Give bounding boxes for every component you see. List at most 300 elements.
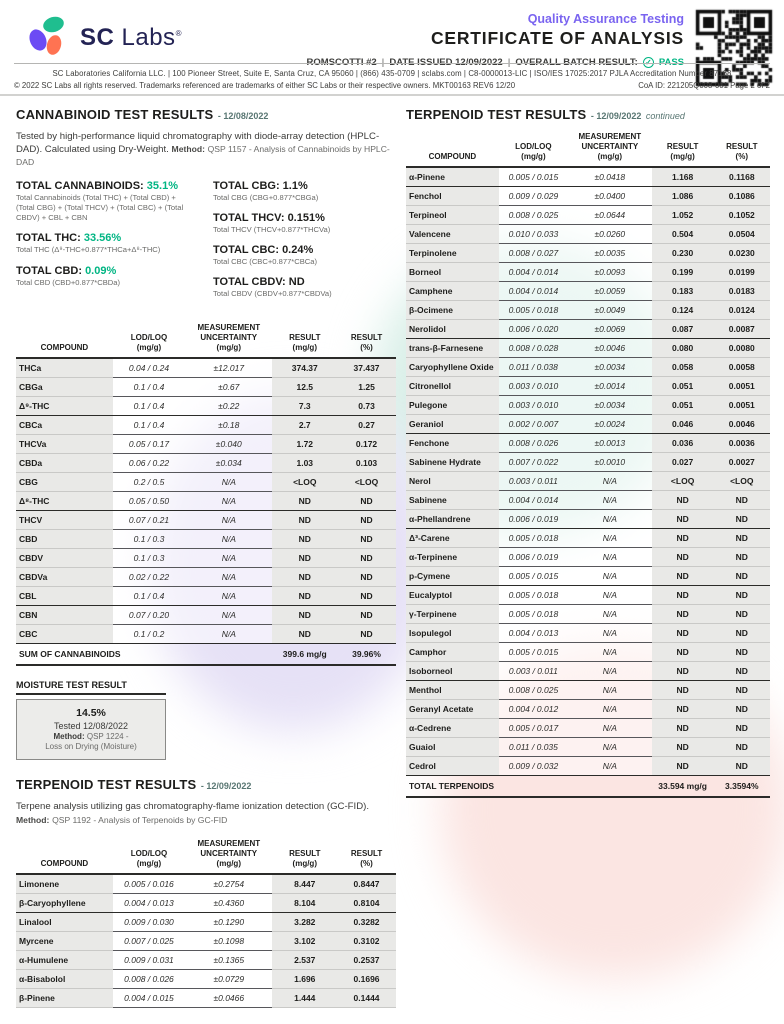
table-row: [406, 339, 770, 358]
table-row: [406, 358, 770, 377]
cell-unc: N/A: [185, 472, 272, 491]
cell-lod: 0.004 / 0.015: [113, 988, 185, 1007]
cell-unc: ±0.0400: [568, 187, 652, 206]
column-header: LOD/LOQ (mg/g): [515, 142, 552, 161]
moisture-method: Method: QSP 1224 - Loss on Drying (Moisture): [45, 731, 137, 752]
cell-c: Menthol: [406, 681, 499, 700]
cell-pct: ND: [337, 510, 396, 529]
cell-lod: 0.003 / 0.011: [499, 472, 568, 491]
cell-unc: N/A: [568, 738, 652, 757]
cell-lod: 0.005 / 0.015: [499, 567, 568, 586]
cell-mg: ND: [652, 605, 714, 624]
cell-c: β-Pinene: [16, 988, 113, 1007]
cell-mg: ND: [652, 586, 714, 605]
cell-c: CBL: [16, 586, 113, 605]
page-footer: [14, 63, 770, 90]
cell-lod: 0.05 / 0.50: [113, 491, 185, 510]
moisture-tested-date: Tested 12/08/2022: [53, 720, 129, 731]
cell-lod: 0.008 / 0.027: [499, 244, 568, 263]
cell-lod: 0.009 / 0.031: [113, 950, 185, 969]
cell-mg: 0.046: [652, 415, 714, 434]
table-row: [406, 282, 770, 301]
cell-c: Δ⁸-THC: [16, 491, 113, 510]
column-header: MEASUREMENT UNCERTAINTY (mg/g): [578, 132, 642, 161]
cannabinoid-totals: [16, 180, 396, 309]
cell-lod: 0.005 / 0.015: [499, 643, 568, 662]
cell-pct: ND: [714, 624, 770, 643]
cell-c: Camphor: [406, 643, 499, 662]
cell-mg: ND: [272, 510, 337, 529]
cell-lod: 0.005 / 0.018: [499, 301, 568, 320]
certificate-title: CERTIFICATE OF ANALYSIS: [430, 28, 684, 48]
cell-c: Sabinene Hydrate: [406, 453, 499, 472]
cell-mg: ND: [652, 700, 714, 719]
cell-lod: 0.004 / 0.013: [113, 893, 185, 912]
cannabinoid-results-table: [16, 321, 396, 666]
cell-unc: ±0.0010: [568, 453, 652, 472]
table-header: [406, 130, 770, 167]
cell-unc: ±0.0644: [568, 206, 652, 225]
column-header: LOD/LOQ (mg/g): [130, 848, 168, 868]
cell-lod: 0.003 / 0.010: [499, 396, 568, 415]
column-header: COMPOUND: [428, 152, 477, 161]
table-row: [16, 874, 396, 894]
cell-c: Geranyl Acetate: [406, 700, 499, 719]
cell-pct: 0.8104: [337, 893, 396, 912]
cell-pct: ND: [714, 548, 770, 567]
cell-c: Δ⁹-THC: [16, 396, 113, 415]
cell-pct: 0.3102: [337, 931, 396, 950]
cell-lod: 0.011 / 0.035: [499, 738, 568, 757]
cell-pct: 0.0051: [714, 396, 770, 415]
cell-c: THCVa: [16, 434, 113, 453]
cell-lod: 0.006 / 0.020: [499, 320, 568, 339]
cell-pct: 0.0183: [714, 282, 770, 301]
batch-result-value: PASS: [658, 57, 684, 68]
cell-mg: 0.058: [652, 358, 714, 377]
terpenoid-section-title: TERPENOID TEST RESULTS - 12/09/2022: [16, 777, 252, 793]
sum-label: SUM OF CANNABINOIDS: [19, 648, 121, 659]
table-row: [16, 931, 396, 950]
table-row: [16, 491, 396, 510]
cell-pct: ND: [337, 586, 396, 605]
table-row: [406, 434, 770, 453]
cell-lod: 0.1 / 0.4: [113, 396, 185, 415]
cell-c: Linalool: [16, 912, 113, 931]
cell-pct: 0.0230: [714, 244, 770, 263]
sample-name: ROMSCOTTI #2: [306, 57, 377, 68]
cell-c: p-Cymene: [406, 567, 499, 586]
table-row: [406, 529, 770, 548]
column-header: RESULT (%): [726, 142, 758, 161]
table-row: [16, 988, 396, 1007]
table-row: [16, 358, 396, 378]
cell-c: Fenchone: [406, 434, 499, 453]
cell-lod: 0.005 / 0.017: [499, 719, 568, 738]
cell-c: Cedrol: [406, 757, 499, 776]
total-item: TOTAL CBD: 0.09% Total CBD (CBD+0.877*CBDa): [16, 264, 121, 287]
table-row: [16, 472, 396, 491]
cell-mg: ND: [652, 510, 714, 529]
cell-pct: 0.1696: [337, 969, 396, 988]
table-row: [406, 263, 770, 282]
meta-divider: |: [507, 57, 511, 68]
table-row: [406, 491, 770, 510]
cell-lod: 0.003 / 0.010: [499, 377, 568, 396]
cell-mg: ND: [272, 567, 337, 586]
cell-lod: 0.005 / 0.018: [499, 529, 568, 548]
cell-unc: ±0.0260: [568, 225, 652, 244]
cell-c: Nerol: [406, 472, 499, 491]
cell-unc: ±0.0034: [568, 396, 652, 415]
cell-unc: N/A: [568, 643, 652, 662]
pass-check-icon: ✓: [643, 57, 654, 68]
cell-unc: N/A: [568, 529, 652, 548]
cannabinoid-method-paragraph: Tested by high-performance liquid chromatography with diode-array detection (HPLC-DAD). Calculated using Dry-Weight. Method: QSP 1157 - Analysis of Cannabinoids by HPLC-DAD: [16, 131, 390, 168]
cell-c: CBD: [16, 529, 113, 548]
cell-c: α-Bisabolol: [16, 969, 113, 988]
cell-mg: 1.168: [652, 167, 714, 187]
cell-unc: N/A: [568, 472, 652, 491]
cell-mg: 8.447: [272, 874, 337, 894]
cell-pct: 37.437: [337, 358, 396, 378]
cell-mg: ND: [652, 529, 714, 548]
terpenoid-continued-table: [406, 130, 770, 798]
cell-unc: ±0.1098: [185, 931, 272, 950]
date-issued: DATE ISSUED 12/09/2022: [389, 57, 503, 68]
cell-c: Pulegone: [406, 396, 499, 415]
cell-pct: 0.1052: [714, 206, 770, 225]
cell-mg: 0.051: [652, 377, 714, 396]
total-item: TOTAL CBC: 0.24% Total CBC (CBC+0.877*CBCa): [213, 244, 318, 267]
cell-unc: N/A: [568, 624, 652, 643]
footer-legal-line: [14, 81, 770, 90]
cell-pct: ND: [337, 529, 396, 548]
cell-unc: ±0.0024: [568, 415, 652, 434]
cell-lod: 0.1 / 0.3: [113, 548, 185, 567]
table-row: [406, 301, 770, 320]
cell-lod: 0.006 / 0.019: [499, 548, 568, 567]
cell-unc: ±0.4360: [185, 893, 272, 912]
cell-unc: ±0.0069: [568, 320, 652, 339]
table-row: [406, 510, 770, 529]
table-row: [406, 206, 770, 225]
cell-pct: 0.1168: [714, 167, 770, 187]
cell-mg: ND: [272, 605, 337, 624]
cell-c: α-Phellandrene: [406, 510, 499, 529]
cell-lod: 0.008 / 0.026: [499, 434, 568, 453]
cell-mg: 0.051: [652, 396, 714, 415]
cell-mg: ND: [652, 491, 714, 510]
table-row: [406, 187, 770, 206]
cell-unc: ±12.017: [185, 358, 272, 378]
table-row: [406, 643, 770, 662]
table-summary-row: [16, 643, 396, 665]
cell-c: CBC: [16, 624, 113, 643]
cell-unc: ±0.0049: [568, 301, 652, 320]
cell-unc: ±0.0466: [185, 988, 272, 1007]
cell-mg: ND: [652, 624, 714, 643]
table-row: [16, 529, 396, 548]
table-row: [406, 244, 770, 263]
cell-mg: 1.086: [652, 187, 714, 206]
table-row: [16, 624, 396, 643]
cell-mg: 0.199: [652, 263, 714, 282]
cell-mg: ND: [652, 643, 714, 662]
cell-mg: 3.102: [272, 931, 337, 950]
table-header: [16, 837, 396, 874]
table-row: [406, 624, 770, 643]
total-item: TOTAL CBDV: ND Total CBDV (CBDV+0.877*CBDVa): [213, 276, 332, 299]
table-row: [406, 586, 770, 605]
cell-c: Citronellol: [406, 377, 499, 396]
cell-pct: ND: [714, 700, 770, 719]
total-terpenoids-pct: 3.3594%: [725, 781, 759, 791]
table-row: [16, 912, 396, 931]
cell-lod: 0.005 / 0.018: [499, 586, 568, 605]
cell-pct: 0.0051: [714, 377, 770, 396]
totals-left: [16, 180, 199, 309]
footer-coa-id: CoA ID: 221205Q008-001 Page 2 of 2: [638, 81, 770, 90]
cell-unc: N/A: [568, 662, 652, 681]
table-row: [406, 415, 770, 434]
cell-pct: 0.2537: [337, 950, 396, 969]
total-item: TOTAL CANNABINOIDS: 35.1% Total Cannabinoids (Total THC) + (Total CBD) + (Total CBG) + (Total THCV) + (Total CBC) + (Total CBDV) + CBL + CBN: [16, 179, 184, 223]
cell-unc: ±0.0034: [568, 358, 652, 377]
cell-c: α-Cedrene: [406, 719, 499, 738]
moisture-title: MOISTURE TEST RESULT: [16, 680, 166, 695]
table-row: [16, 893, 396, 912]
footer-copyright: © 2022 SC Labs all rights reserved. Trademarks referenced are trademarks of either SC Labs or their respective owners. MKT00163 REV6 12/20: [14, 81, 516, 90]
cell-lod: 0.07 / 0.21: [113, 510, 185, 529]
cell-pct: ND: [714, 491, 770, 510]
total-terpenoids-label: TOTAL TERPENOIDS: [409, 781, 495, 791]
brand-name: SC Labs®: [80, 24, 182, 51]
cell-c: THCa: [16, 358, 113, 378]
cell-mg: 1.696: [272, 969, 337, 988]
cell-mg: ND: [652, 681, 714, 700]
cell-c: Nerolidol: [406, 320, 499, 339]
terpenoid-results-table: [16, 837, 396, 1008]
cell-mg: 0.027: [652, 453, 714, 472]
cell-pct: 0.0080: [714, 339, 770, 358]
cell-unc: ±0.0093: [568, 263, 652, 282]
cell-pct: 0.73: [337, 396, 396, 415]
cell-lod: 0.008 / 0.028: [499, 339, 568, 358]
cell-lod: 0.008 / 0.025: [499, 681, 568, 700]
cell-unc: N/A: [568, 681, 652, 700]
cell-mg: ND: [272, 586, 337, 605]
cell-mg: 3.282: [272, 912, 337, 931]
cell-unc: ±0.0013: [568, 434, 652, 453]
cell-c: β-Ocimene: [406, 301, 499, 320]
cell-c: Isoborneol: [406, 662, 499, 681]
cell-unc: N/A: [568, 567, 652, 586]
cell-mg: ND: [652, 757, 714, 776]
cell-pct: ND: [714, 757, 770, 776]
cell-lod: 0.1 / 0.2: [113, 624, 185, 643]
cell-c: CBGa: [16, 377, 113, 396]
cell-mg: 1.444: [272, 988, 337, 1007]
cell-lod: 0.1 / 0.3: [113, 529, 185, 548]
cell-c: β-Caryophyllene: [16, 893, 113, 912]
cell-lod: 0.005 / 0.015: [499, 167, 568, 187]
cell-unc: ±0.22: [185, 396, 272, 415]
cell-mg: 0.230: [652, 244, 714, 263]
cell-mg: ND: [272, 624, 337, 643]
cell-lod: 0.004 / 0.014: [499, 263, 568, 282]
cell-pct: ND: [714, 586, 770, 605]
cell-unc: ±0.0059: [568, 282, 652, 301]
cell-unc: N/A: [568, 757, 652, 776]
table-row: [406, 681, 770, 700]
cell-c: THCV: [16, 510, 113, 529]
cell-pct: ND: [714, 643, 770, 662]
cell-lod: 0.002 / 0.007: [499, 415, 568, 434]
cell-unc: ±0.2754: [185, 874, 272, 894]
table-row: [406, 738, 770, 757]
cell-unc: ±0.034: [185, 453, 272, 472]
cell-pct: 0.1444: [337, 988, 396, 1007]
terpenoid-continued-title: TERPENOID TEST RESULTS - 12/09/2022 continued: [406, 107, 685, 122]
cell-unc: ±0.67: [185, 377, 272, 396]
cell-c: α-Pinene: [406, 167, 499, 187]
batch-result-label: OVERALL BATCH RESULT:: [515, 57, 638, 68]
cell-pct: ND: [714, 605, 770, 624]
cell-pct: ND: [714, 567, 770, 586]
cell-mg: ND: [652, 662, 714, 681]
cell-lod: 0.008 / 0.026: [113, 969, 185, 988]
cell-pct: 0.0046: [714, 415, 770, 434]
cell-unc: ±0.0418: [568, 167, 652, 187]
cell-c: Isopulegol: [406, 624, 499, 643]
brand-lockup: [30, 16, 182, 60]
cell-lod: 0.007 / 0.025: [113, 931, 185, 950]
table-header: [16, 321, 396, 358]
cell-unc: N/A: [568, 719, 652, 738]
cell-pct: 0.0124: [714, 301, 770, 320]
moisture-box: [16, 699, 166, 761]
cell-pct: ND: [714, 719, 770, 738]
table-row: [406, 377, 770, 396]
table-row: [406, 719, 770, 738]
cell-c: Geraniol: [406, 415, 499, 434]
column-header: LOD/LOQ (mg/g): [130, 332, 168, 352]
column-header: MEASUREMENT UNCERTAINTY (mg/g): [197, 838, 261, 868]
moisture-value: 14.5%: [76, 706, 106, 719]
cell-lod: 0.004 / 0.013: [499, 624, 568, 643]
column-header: COMPOUND: [40, 858, 89, 868]
cell-lod: 0.005 / 0.018: [499, 605, 568, 624]
cell-mg: 2.7: [272, 415, 337, 434]
cell-pct: ND: [714, 662, 770, 681]
cell-pct: 0.0027: [714, 453, 770, 472]
cell-c: Borneol: [406, 263, 499, 282]
cell-pct: 0.0504: [714, 225, 770, 244]
table-row: [406, 548, 770, 567]
cell-c: γ-Terpinene: [406, 605, 499, 624]
cell-mg: 0.504: [652, 225, 714, 244]
cell-lod: 0.009 / 0.030: [113, 912, 185, 931]
left-column: [16, 106, 396, 1008]
cell-mg: ND: [652, 548, 714, 567]
cell-pct: ND: [337, 624, 396, 643]
cell-unc: N/A: [185, 510, 272, 529]
column-header: COMPOUND: [40, 342, 89, 352]
cell-lod: 0.02 / 0.22: [113, 567, 185, 586]
cell-mg: 7.3: [272, 396, 337, 415]
table-row: [406, 700, 770, 719]
cell-c: Guaiol: [406, 738, 499, 757]
table-summary-row: [406, 776, 770, 798]
cell-pct: ND: [714, 681, 770, 700]
cell-c: Camphene: [406, 282, 499, 301]
cell-mg: 0.183: [652, 282, 714, 301]
table-row: [16, 567, 396, 586]
cell-c: Fenchol: [406, 187, 499, 206]
cell-c: Myrcene: [16, 931, 113, 950]
cell-lod: 0.1 / 0.4: [113, 415, 185, 434]
cell-lod: 0.004 / 0.012: [499, 700, 568, 719]
cell-mg: ND: [652, 719, 714, 738]
cell-c: Limonene: [16, 874, 113, 894]
cell-unc: N/A: [185, 548, 272, 567]
cell-lod: 0.006 / 0.019: [499, 510, 568, 529]
cell-lod: 0.011 / 0.038: [499, 358, 568, 377]
cell-lod: 0.010 / 0.033: [499, 225, 568, 244]
cell-mg: ND: [272, 548, 337, 567]
total-item: TOTAL THCV: 0.151% Total THCV (THCV+0.877*THCVa): [213, 211, 331, 234]
cell-mg: 1.03: [272, 453, 337, 472]
cell-mg: 0.124: [652, 301, 714, 320]
table-row: [406, 605, 770, 624]
meta-divider: |: [381, 57, 385, 68]
cell-unc: N/A: [185, 491, 272, 510]
table-row: [406, 757, 770, 776]
cell-unc: ±0.1365: [185, 950, 272, 969]
table-row: [16, 510, 396, 529]
cell-pct: 0.0087: [714, 320, 770, 339]
terpenoid-method-paragraph: Terpene analysis utilizing gas chromatography-flame ionization detection (GC-FID). Method: QSP 1192 - Analysis of Terpenoids by GC-FID: [16, 801, 369, 825]
cell-unc: ±0.0046: [568, 339, 652, 358]
cell-mg: 1.72: [272, 434, 337, 453]
cell-c: Terpineol: [406, 206, 499, 225]
column-header: RESULT (%): [350, 332, 383, 352]
cell-c: CBDVa: [16, 567, 113, 586]
cell-mg: ND: [272, 529, 337, 548]
cell-c: Caryophyllene Oxide: [406, 358, 499, 377]
cell-pct: ND: [337, 491, 396, 510]
cell-pct: 0.1086: [714, 187, 770, 206]
cell-unc: N/A: [568, 586, 652, 605]
cell-c: Sabinene: [406, 491, 499, 510]
cell-lod: 0.004 / 0.014: [499, 282, 568, 301]
cell-pct: 0.0199: [714, 263, 770, 282]
table-row: [16, 605, 396, 624]
cell-pct: 0.27: [337, 415, 396, 434]
qa-testing-label: Quality Assurance Testing: [527, 12, 684, 26]
cell-unc: N/A: [185, 529, 272, 548]
cell-lod: 0.005 / 0.016: [113, 874, 185, 894]
sum-mg: 399.6 mg/g: [282, 648, 327, 659]
cell-pct: 0.8447: [337, 874, 396, 894]
cell-pct: 0.172: [337, 434, 396, 453]
cell-c: CBG: [16, 472, 113, 491]
cell-c: CBN: [16, 605, 113, 624]
cell-lod: 0.007 / 0.022: [499, 453, 568, 472]
cell-lod: 0.06 / 0.22: [113, 453, 185, 472]
totals-right: [213, 180, 396, 309]
